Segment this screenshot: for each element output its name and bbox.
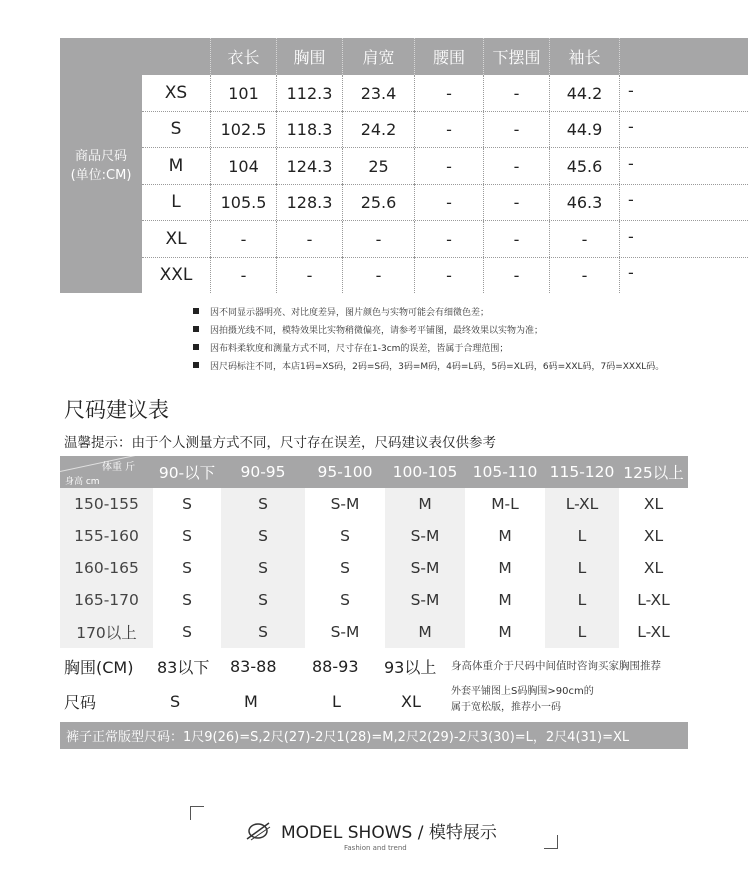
value-cell: 46.3 xyxy=(550,184,620,220)
chest-value: 83-88 xyxy=(230,656,277,676)
size-row-value: M xyxy=(244,691,258,711)
size-row-xl xyxy=(142,221,748,258)
weight-header: 90-95 xyxy=(240,463,286,481)
height-cell: 150-155 xyxy=(60,488,153,520)
size-label: XXL xyxy=(142,257,211,293)
size-cell: S xyxy=(182,527,192,545)
recommend-row xyxy=(60,584,688,616)
recommend-table xyxy=(60,456,688,648)
weight-header: 95-100 xyxy=(317,463,373,481)
size-row-value: S xyxy=(170,691,181,711)
slashed-circle-icon xyxy=(245,821,271,841)
value-cell: - xyxy=(484,75,550,111)
size-cell: S xyxy=(340,591,350,609)
size-label: XS xyxy=(142,75,211,111)
size-cell: S xyxy=(182,591,192,609)
size-cell: XL xyxy=(643,559,664,577)
height-cell: 160-165 xyxy=(60,552,153,584)
bullet-icon xyxy=(193,344,199,350)
bullet-icon xyxy=(193,308,199,314)
bullet-icon xyxy=(193,326,199,332)
value-cell: - xyxy=(484,257,550,293)
size-row-m xyxy=(142,148,748,185)
value-cell: 24.2 xyxy=(343,111,415,147)
value-cell: 124.3 xyxy=(277,148,343,184)
value-cell: - xyxy=(277,221,343,257)
height-cell: 170以上 xyxy=(60,616,153,648)
value-cell: 23.4 xyxy=(343,75,415,111)
extra-cell: - xyxy=(628,227,634,246)
value-cell: 128.3 xyxy=(277,184,343,220)
value-cell: - xyxy=(415,111,484,147)
size-cell: S xyxy=(340,527,350,545)
size-row xyxy=(64,686,704,716)
size-cell: M xyxy=(385,616,465,648)
value-cell: - xyxy=(550,257,620,293)
value-cell: - xyxy=(343,257,415,293)
size-label: S xyxy=(142,111,211,147)
value-cell: - xyxy=(415,148,484,184)
value-cell: - xyxy=(484,148,550,184)
value-cell: - xyxy=(415,184,484,220)
corner-bracket-top-left xyxy=(190,806,204,820)
side-label-line1: 商品尺码 xyxy=(74,148,127,164)
size-row-xs xyxy=(142,75,748,112)
size-cell: S-M xyxy=(385,584,465,616)
extra-cell: - xyxy=(628,263,634,282)
header-sleeve: 袖长 xyxy=(550,38,620,75)
extra-cell: - xyxy=(628,117,634,136)
recommend-row xyxy=(60,552,688,584)
model-shows-title xyxy=(245,818,497,843)
value-cell: 44.9 xyxy=(550,111,620,147)
header-waist: 腰围 xyxy=(415,38,484,75)
header-blank-cell xyxy=(142,38,211,75)
size-cell: S xyxy=(221,520,305,552)
chest-label: 胸围(CM) xyxy=(64,657,134,677)
recommend-title: 尺码建议表 xyxy=(64,398,169,422)
size-row-note-line1: 外套平铺图上S码胸围>90cm的 xyxy=(451,686,594,697)
size-cell: S xyxy=(182,495,192,513)
size-cell: S-M xyxy=(330,623,360,641)
size-row-xxl xyxy=(142,257,748,294)
height-cell: 165-170 xyxy=(60,584,153,616)
note-item xyxy=(193,356,673,374)
chest-note: 身高体重介于尺码中间值时咨询买家胸围推荐 xyxy=(451,660,661,672)
chest-value: 93以上 xyxy=(384,657,437,677)
size-cell: S xyxy=(182,623,192,641)
note-item xyxy=(193,302,673,320)
size-cell: L xyxy=(545,616,619,648)
weight-header: 100-105 xyxy=(392,463,458,481)
size-cell: L-XL xyxy=(545,488,619,520)
corner-height-label: 身高 cm xyxy=(65,477,100,487)
size-row-l xyxy=(142,184,748,221)
extra-cell: - xyxy=(628,190,634,209)
value-cell: 102.5 xyxy=(211,111,277,147)
size-row-value: XL xyxy=(401,691,421,711)
extra-cell: - xyxy=(628,154,634,173)
value-cell: - xyxy=(415,75,484,111)
bullet-icon xyxy=(193,362,199,368)
weight-header: 115-120 xyxy=(549,463,615,481)
value-cell: - xyxy=(211,221,277,257)
size-cell: S-M xyxy=(385,520,465,552)
value-cell: - xyxy=(550,221,620,257)
size-cell: L xyxy=(545,584,619,616)
value-cell: 104 xyxy=(211,148,277,184)
header-hem: 下摆围 xyxy=(484,38,550,75)
note-item xyxy=(193,338,673,356)
size-cell: S xyxy=(340,559,350,577)
size-chart-table xyxy=(60,38,690,293)
size-cell: M-L xyxy=(491,495,519,513)
size-cell: S-M xyxy=(330,495,360,513)
corner-weight-label: 体重 斤 xyxy=(102,462,136,473)
notes-list xyxy=(193,302,673,374)
chest-row xyxy=(64,651,704,681)
note-text: 因尺码标注不同，本店1码=XS码，2码=S码，3码=M码，4码=L码，5码=XL码，6码=XXL码，7码=XXXL码。 xyxy=(210,361,665,372)
size-row-note xyxy=(451,684,594,716)
size-row-s xyxy=(142,111,748,148)
size-cell: L-XL xyxy=(637,591,670,609)
note-text: 因拍摄光线不同，模特效果比实物稍微偏亮，请参考平铺图，最终效果以实物为准； xyxy=(210,325,544,336)
value-cell: - xyxy=(484,111,550,147)
chest-value: 88-93 xyxy=(312,656,359,676)
size-cell: XL xyxy=(643,527,664,545)
header-extra-cell xyxy=(620,38,748,75)
header-chest: 胸围 xyxy=(277,38,343,75)
model-shows-text: MODEL SHOWS / 模特展示 xyxy=(281,823,497,843)
recommend-row xyxy=(60,488,688,520)
size-label: XL xyxy=(142,221,211,257)
value-cell: - xyxy=(415,257,484,293)
size-cell: M xyxy=(498,559,512,577)
size-cell: L xyxy=(545,520,619,552)
size-row-label: 尺码 xyxy=(64,692,97,712)
value-cell: 112.3 xyxy=(277,75,343,111)
value-cell: 25.6 xyxy=(343,184,415,220)
weight-header: 125以上 xyxy=(623,464,684,482)
size-cell: S xyxy=(221,488,305,520)
side-label-line2: (单位:CM) xyxy=(70,167,132,183)
size-chart-header-row xyxy=(142,38,748,75)
size-cell: S-M xyxy=(385,552,465,584)
value-cell: - xyxy=(415,221,484,257)
weight-header: 90-以下 xyxy=(158,464,216,482)
value-cell: 118.3 xyxy=(277,111,343,147)
extra-cell: - xyxy=(628,81,634,100)
corner-cell xyxy=(60,456,153,488)
value-cell: 105.5 xyxy=(211,184,277,220)
size-row-value: L xyxy=(332,691,341,711)
weight-header: 105-110 xyxy=(472,463,538,481)
value-cell: 101 xyxy=(211,75,277,111)
size-cell: S xyxy=(221,552,305,584)
recommend-row xyxy=(60,520,688,552)
size-row-note-line2: 属于宽松版，推荐小一码 xyxy=(451,702,561,713)
size-cell: S xyxy=(221,616,305,648)
note-text: 因不同显示器明亮、对比度差异，图片颜色与实物可能会有细微色差； xyxy=(210,307,490,318)
size-cell: S xyxy=(221,584,305,616)
value-cell: 25 xyxy=(343,148,415,184)
value-cell: 44.2 xyxy=(550,75,620,111)
size-label: M xyxy=(142,148,211,184)
value-cell: 45.6 xyxy=(550,148,620,184)
chest-value: 83以下 xyxy=(157,657,210,677)
size-chart-side-label xyxy=(60,38,142,293)
recommend-header-row xyxy=(60,456,688,488)
model-shows-subtitle: Fashion and trend xyxy=(344,844,407,852)
value-cell: - xyxy=(211,257,277,293)
value-cell: - xyxy=(343,221,415,257)
header-shoulder: 肩宽 xyxy=(343,38,415,75)
size-cell: L-XL xyxy=(637,623,670,641)
recommend-row xyxy=(60,616,688,648)
note-item xyxy=(193,320,673,338)
size-cell: M xyxy=(498,591,512,609)
size-cell: M xyxy=(498,527,512,545)
corner-bracket-bottom-right xyxy=(544,835,558,849)
height-cell: 155-160 xyxy=(60,520,153,552)
size-label: L xyxy=(142,184,211,220)
header-length: 衣长 xyxy=(211,38,277,75)
value-cell: - xyxy=(484,221,550,257)
pants-size-bar: 裤子正常版型尺码：1尺9(26)=S,2尺(27)-2尺1(28)=M,2尺2(29)-2尺3(30)=L，2尺4(31)=XL xyxy=(60,722,688,749)
note-text: 因布料柔软度和测量方式不同，尺寸存在1-3cm的误差，皆属于合理范围； xyxy=(210,343,509,354)
size-cell: L xyxy=(545,552,619,584)
size-cell: M xyxy=(385,488,465,520)
value-cell: - xyxy=(484,184,550,220)
size-cell: M xyxy=(498,623,512,641)
value-cell: - xyxy=(277,257,343,293)
recommend-tip: 温馨提示：由于个人测量方式不同，尺寸存在误差，尺码建议表仅供参考 xyxy=(64,435,496,451)
size-cell: XL xyxy=(643,495,664,513)
size-cell: S xyxy=(182,559,192,577)
